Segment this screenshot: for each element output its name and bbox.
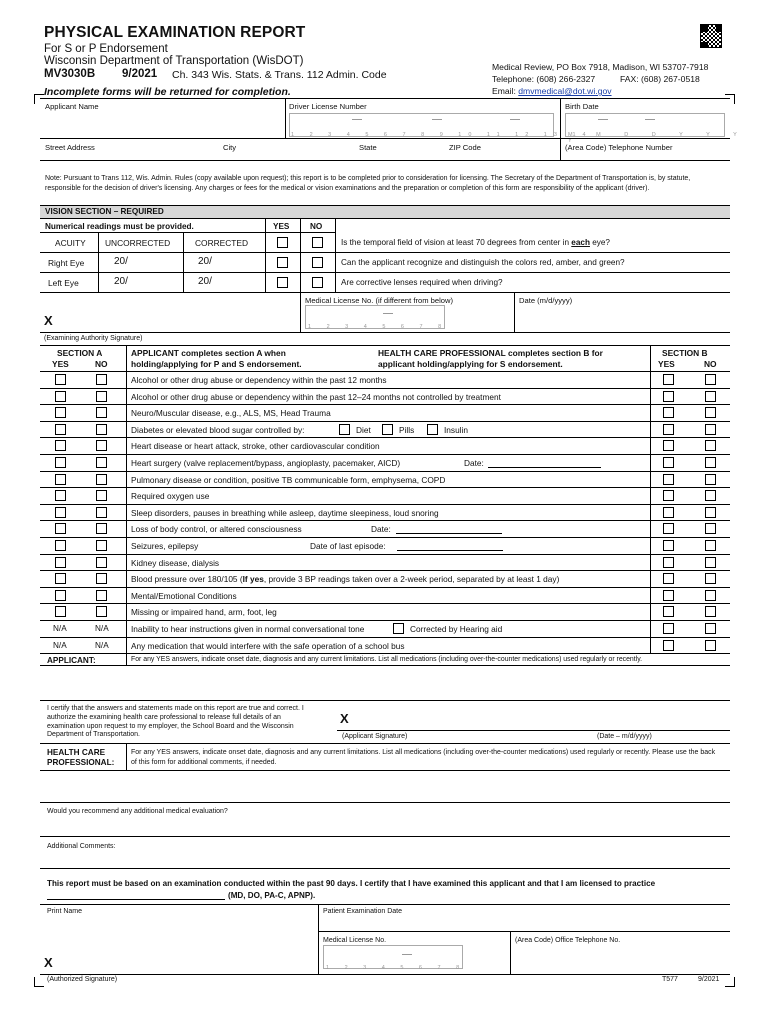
right-corrected-value[interactable]: 20/ <box>198 256 212 267</box>
lenses-question: Are corrective lenses required when driving? <box>341 278 503 287</box>
numerical-readings-note: Numerical readings must be provided. <box>45 222 194 231</box>
pills-checkbox[interactable] <box>382 424 393 435</box>
section-a-na: N/A <box>95 641 109 650</box>
section-a-no-checkbox[interactable] <box>96 424 107 435</box>
section-b-no-checkbox[interactable] <box>705 507 716 518</box>
authorized-signature-x[interactable]: X <box>44 955 53 970</box>
section-b-no-checkbox[interactable] <box>705 440 716 451</box>
left-corrected-value[interactable]: 20/ <box>198 276 212 287</box>
section-a-yes-checkbox[interactable] <box>55 374 66 385</box>
temporal-field-yes-checkbox[interactable] <box>277 237 288 248</box>
section-a-no-checkbox[interactable] <box>96 440 107 451</box>
section-a-na: N/A <box>53 641 67 650</box>
condition-row-label <box>131 607 277 617</box>
insulin-label: Insulin <box>444 425 468 435</box>
section-b-yes-checkbox[interactable] <box>663 523 674 534</box>
condition-text: Mental/Emotional Conditions <box>131 591 237 601</box>
section-b-no-checkbox[interactable] <box>705 407 716 418</box>
condition-row-label <box>131 541 198 551</box>
print-name-label: Print Name <box>47 908 83 915</box>
condition-row-label <box>131 574 559 584</box>
section-a-yes-checkbox[interactable] <box>55 457 66 468</box>
left-eye-label: Left Eye <box>48 278 79 288</box>
section-a-no-checkbox[interactable] <box>96 557 107 568</box>
additional-comments-label: Additional Comments: <box>47 843 116 850</box>
section-a-no: NO <box>95 359 108 369</box>
certify-statement: I certify that the answers and statements made on this report are true and correct. I authorize the examining health care professional to release full details of an examination upon request to my employer, the School Board and the Wisconsin Department of Transportation. <box>47 705 304 739</box>
condition-row-label <box>131 408 331 418</box>
office-phone-label: (Area Code) Office Telephone No. <box>515 937 621 944</box>
condition-row-label <box>131 375 387 385</box>
episode-date-input[interactable] <box>397 550 503 551</box>
section-b-yes-checkbox[interactable] <box>663 540 674 551</box>
section-a-yes-checkbox[interactable] <box>55 573 66 584</box>
right-eye-label: Right Eye <box>48 258 85 268</box>
section-a-no-checkbox[interactable] <box>96 523 107 534</box>
form-date: 9/2021 <box>122 68 158 80</box>
color-no-checkbox[interactable] <box>312 257 323 268</box>
corner-mark <box>725 977 735 987</box>
examining-signature-label: (Examining Authority Signature) <box>44 335 143 342</box>
section-b-yes-checkbox[interactable] <box>663 557 674 568</box>
section-b-yes-checkbox[interactable] <box>663 640 674 651</box>
footer-form-date: 9/2021 <box>698 976 720 983</box>
section-a-no-checkbox[interactable] <box>96 590 107 601</box>
condition-text: Pulmonary disease or condition, positive TB communicable form, emphysema, COPD <box>131 475 446 485</box>
section-a-yes-checkbox[interactable] <box>55 590 66 601</box>
section-a-yes-checkbox[interactable] <box>55 540 66 551</box>
diet-checkbox[interactable] <box>339 424 350 435</box>
section-b-no-checkbox[interactable] <box>705 457 716 468</box>
page-title: PHYSICAL EXAMINATION REPORT <box>44 24 306 41</box>
birth-date-label: Birth Date <box>565 102 599 111</box>
applicant-note: For any YES answers, indicate onset date, diagnosis and any current limitations. List all medications (including over-the-counter medications) used regularly or recently. <box>131 656 643 663</box>
birth-digit-guide: M M D D Y Y Y Y <box>568 132 748 144</box>
section-a-no-checkbox[interactable] <box>96 457 107 468</box>
surgery-date-input[interactable] <box>488 467 601 468</box>
footer-med-license-label: Medical License No. <box>323 937 387 944</box>
section-a-yes-checkbox[interactable] <box>55 523 66 534</box>
insulin-checkbox[interactable] <box>427 424 438 435</box>
license-digit-guide: 1 2 3 4 5 6 7 8 9 10 11 12 13 14 <box>291 132 593 138</box>
acuity-header: ACUITY <box>55 238 86 248</box>
section-b-yes-checkbox[interactable] <box>663 573 674 584</box>
q1-text: Is the temporal field of vision at least 70 degrees from center in <box>341 238 572 247</box>
email-label: Email: <box>492 86 516 96</box>
recommend-question: Would you recommend any additional medical evaluation? <box>47 808 228 815</box>
pills-label: Pills <box>399 425 415 435</box>
email-link[interactable]: dmvmedical@dot.wi.gov <box>518 86 612 96</box>
applicant-comments-area[interactable] <box>40 666 730 700</box>
vision-signature-x[interactable]: X <box>44 313 53 328</box>
condition-text: Inability to hear instructions given in normal conversational tone <box>131 624 365 634</box>
q1-emphasis: each <box>571 238 590 247</box>
section-b-yes-checkbox[interactable] <box>663 490 674 501</box>
section-b-yes-checkbox[interactable] <box>663 374 674 385</box>
hcp-label-1: HEALTH CARE <box>47 748 106 757</box>
section-b-yes-checkbox[interactable] <box>663 407 674 418</box>
section-b-yes-checkbox[interactable] <box>663 424 674 435</box>
condition-row-label <box>131 491 209 501</box>
condition-text: Blood pressure over 180/105 ( <box>131 574 243 584</box>
applicant-label: APPLICANT: <box>47 656 96 665</box>
vision-section-title: VISION SECTION – REQUIRED <box>45 207 164 216</box>
uncorrected-header: UNCORRECTED <box>105 238 171 248</box>
section-b-no-checkbox[interactable] <box>705 374 716 385</box>
vision-date-label: Date (m/d/yyyy) <box>519 296 573 305</box>
condition-row-label <box>131 558 219 568</box>
corner-mark <box>34 977 44 987</box>
condition-row-label <box>131 624 364 634</box>
section-b-no-checkbox[interactable] <box>705 606 716 617</box>
qr-code-icon <box>700 24 722 48</box>
corner-mark <box>725 94 735 104</box>
telephone: Telephone: (608) 266-2327 <box>492 74 596 84</box>
state-label: State <box>359 143 377 152</box>
section-b-no-checkbox[interactable] <box>705 640 716 651</box>
section-a-no-checkbox[interactable] <box>96 490 107 501</box>
condition-row-label <box>131 441 380 451</box>
hcp-note: For any YES answers, indicate onset date, diagnosis and any current limitations. List all medications (including over-the-counter medications) used regularly or recently. Please use the back of this form for additional comments, if needed. <box>131 749 716 766</box>
license-type-input[interactable] <box>47 899 225 900</box>
vision-no-header: NO <box>310 222 323 231</box>
section-a-no-checkbox[interactable] <box>96 507 107 518</box>
color-yes-checkbox[interactable] <box>277 257 288 268</box>
condition-text: Seizures, epilepsy <box>131 541 199 551</box>
condition-row-label <box>131 508 439 518</box>
temporal-field-question <box>341 238 610 247</box>
section-b-yes-checkbox[interactable] <box>663 391 674 402</box>
condition-text: Alcohol or other drug abuse or dependency within the past 12–24 months not controlled by treatment <box>131 392 501 402</box>
applicant-header-2: holding/applying for P and S endorsement. <box>131 359 302 369</box>
condition-text: Loss of body control, or altered consciousness <box>131 524 302 534</box>
section-b-no-checkbox[interactable] <box>705 474 716 485</box>
section-a-yes-checkbox[interactable] <box>55 606 66 617</box>
form-number: MV3030B <box>44 68 96 80</box>
condition-text: Heart surgery (valve replacement/bypass, angioplasty, pacemaker, AICD) <box>131 458 401 468</box>
section-b-yes-checkbox[interactable] <box>663 590 674 601</box>
legal-note: Note: Pursuant to Trans 112, Wis. Admin. Rules (copy available upon request); this report is to be completed prior to consideration for licensing. The Secretary of the Department of Transportation is, by statute, responsible for the decision of driver's licensing. Any charges or fees for the medical or vision examinations and the preparation or completion of this form are responsibility of the applicant (driver). <box>45 175 691 192</box>
section-b-no-checkbox[interactable] <box>705 424 716 435</box>
section-b-yes-checkbox[interactable] <box>663 474 674 485</box>
section-a-no-checkbox[interactable] <box>96 374 107 385</box>
condition-row-label <box>131 641 405 651</box>
section-a-yes-checkbox[interactable] <box>55 507 66 518</box>
section-b-yes-checkbox[interactable] <box>663 606 674 617</box>
episode-date-label: Date of last episode: <box>310 541 386 551</box>
condition-text: Missing or impaired hand, arm, foot, leg <box>131 607 277 617</box>
section-a-no-checkbox[interactable] <box>96 391 107 402</box>
applicant-signature-x[interactable]: X <box>340 711 349 726</box>
authorized-signature-label: (Authorized Signature) <box>47 976 118 983</box>
hearing-aid-checkbox[interactable] <box>393 623 404 634</box>
condition-row-label <box>131 458 400 468</box>
condition-text: Required oxygen use <box>131 491 210 501</box>
consciousness-date-label: Date: <box>371 524 391 534</box>
zip-label: ZIP Code <box>449 143 481 152</box>
hcp-header-1: HEALTH CARE PROFESSIONAL completes section B for <box>378 348 603 358</box>
surgery-date-label: Date: <box>464 458 484 468</box>
section-a-na: N/A <box>95 624 109 633</box>
email-line <box>492 86 612 96</box>
corner-mark <box>34 94 44 104</box>
condition-text: Heart disease or heart attack, stroke, other cardiovascular condition <box>131 441 380 451</box>
section-a-yes-checkbox[interactable] <box>55 424 66 435</box>
section-b-header: SECTION B <box>662 348 708 358</box>
hcp-comments-area[interactable] <box>40 771 730 801</box>
agency-name: Wisconsin Department of Transportation (WisDOT) <box>44 55 304 67</box>
hcp-label-2: PROFESSIONAL: <box>47 758 115 767</box>
section-b-no-checkbox[interactable] <box>705 490 716 501</box>
section-b-no-checkbox[interactable] <box>705 590 716 601</box>
incomplete-notice: Incomplete forms will be returned for completion. <box>44 86 291 98</box>
section-a-header: SECTION A <box>57 348 103 358</box>
consciousness-date-input[interactable] <box>396 533 502 534</box>
licensing-statement: This report must be based on an examination conducted within the past 90 days. I certify that I have examined this applicant and that I am licensed to practice <box>47 879 656 888</box>
lenses-yes-checkbox[interactable] <box>277 277 288 288</box>
section-a-no-checkbox[interactable] <box>96 606 107 617</box>
section-b-yes: YES <box>658 359 675 369</box>
section-b-no-checkbox[interactable] <box>705 557 716 568</box>
form-code: T577 <box>662 976 678 983</box>
vision-med-license-label: Medical License No. (if different from below) <box>305 296 454 305</box>
bp-rest: , provide 3 BP readings taken over a 2-week period, separated by at least 1 day) <box>263 574 560 584</box>
condition-row-label <box>131 524 302 534</box>
corrected-header: CORRECTED <box>195 238 249 248</box>
section-b-no-checkbox[interactable] <box>705 523 716 534</box>
applicant-signature-label: (Applicant Signature) <box>342 733 408 740</box>
section-a-yes-checkbox[interactable] <box>55 474 66 485</box>
section-b-yes-checkbox[interactable] <box>663 507 674 518</box>
license-number-label: Driver License Number <box>289 102 367 111</box>
section-b-no-checkbox[interactable] <box>705 391 716 402</box>
right-uncorrected-value[interactable]: 20/ <box>114 256 128 267</box>
section-b-no-checkbox[interactable] <box>705 573 716 584</box>
chapter-reference: Ch. 343 Wis. Stats. & Trans. 112 Admin. Code <box>172 69 387 81</box>
applicant-name-label: Applicant Name <box>45 102 99 111</box>
condition-text: Any medication that would interfere with the safe operation of a school bus <box>131 641 405 651</box>
condition-row-label <box>131 425 304 435</box>
footer-med-digit-guide: 1 2 3 4 5 6 7 8 <box>326 965 467 971</box>
telephone-label: (Area Code) Telephone Number <box>565 143 673 152</box>
section-a-yes-checkbox[interactable] <box>55 440 66 451</box>
condition-text: Alcohol or other drug abuse or dependency within the past 12 months <box>131 375 387 385</box>
left-uncorrected-value[interactable]: 20/ <box>114 276 128 287</box>
lenses-no-checkbox[interactable] <box>312 277 323 288</box>
section-a-yes-checkbox[interactable] <box>55 407 66 418</box>
condition-row-label <box>131 591 237 601</box>
vision-yes-header: YES <box>273 222 290 231</box>
section-a-yes-checkbox[interactable] <box>55 490 66 501</box>
section-a-no-checkbox[interactable] <box>96 474 107 485</box>
section-a-yes: YES <box>52 359 69 369</box>
bp-if-yes: If yes <box>242 574 264 584</box>
section-b-yes-checkbox[interactable] <box>663 623 674 634</box>
condition-text: Neuro/Muscular disease, e.g., ALS, MS, Head Trauma <box>131 408 331 418</box>
applicant-header-1: APPLICANT completes section A when <box>131 348 286 358</box>
condition-text: Kidney disease, dialysis <box>131 558 220 568</box>
hearing-aid-label: Corrected by Hearing aid <box>410 624 503 634</box>
license-types: (MD, DO, PA-C, APNP). <box>228 891 316 900</box>
vision-med-digit-guide: 1 2 3 4 5 6 7 8 <box>308 324 449 330</box>
condition-text: Diabetes or elevated blood sugar controlled by: <box>131 425 305 435</box>
temporal-field-no-checkbox[interactable] <box>312 237 323 248</box>
section-a-no-checkbox[interactable] <box>96 540 107 551</box>
section-a-yes-checkbox[interactable] <box>55 391 66 402</box>
applicant-date-label: (Date – m/d/yyyy) <box>597 733 652 740</box>
condition-row-label <box>131 475 445 485</box>
subtitle: For S or P Endorsement <box>44 43 168 55</box>
section-b-yes-checkbox[interactable] <box>663 457 674 468</box>
section-a-na: N/A <box>53 624 67 633</box>
section-a-no-checkbox[interactable] <box>96 407 107 418</box>
mailing-address: Medical Review, PO Box 7918, Madison, WI 53707-7918 <box>492 62 709 72</box>
city-label: City <box>223 143 237 152</box>
section-b-yes-checkbox[interactable] <box>663 440 674 451</box>
exam-date-label: Patient Examination Date <box>323 908 402 915</box>
section-b-no: NO <box>704 359 717 369</box>
section-a-no-checkbox[interactable] <box>96 573 107 584</box>
street-address-label: Street Address <box>45 143 95 152</box>
condition-row-label <box>131 392 501 402</box>
hcp-header-2: applicant holding/applying for S endorsement. <box>378 359 563 369</box>
fax: FAX: (608) 267-0518 <box>620 74 700 84</box>
diet-label: Diet <box>356 425 371 435</box>
section-b-no-checkbox[interactable] <box>705 623 716 634</box>
color-question: Can the applicant recognize and distinguish the colors red, amber, and green? <box>341 258 625 267</box>
section-b-no-checkbox[interactable] <box>705 540 716 551</box>
section-a-yes-checkbox[interactable] <box>55 557 66 568</box>
q1-end: eye? <box>589 238 610 247</box>
condition-text: Sleep disorders, pauses in breathing while asleep, daytime sleepiness, loud snoring <box>131 508 439 518</box>
